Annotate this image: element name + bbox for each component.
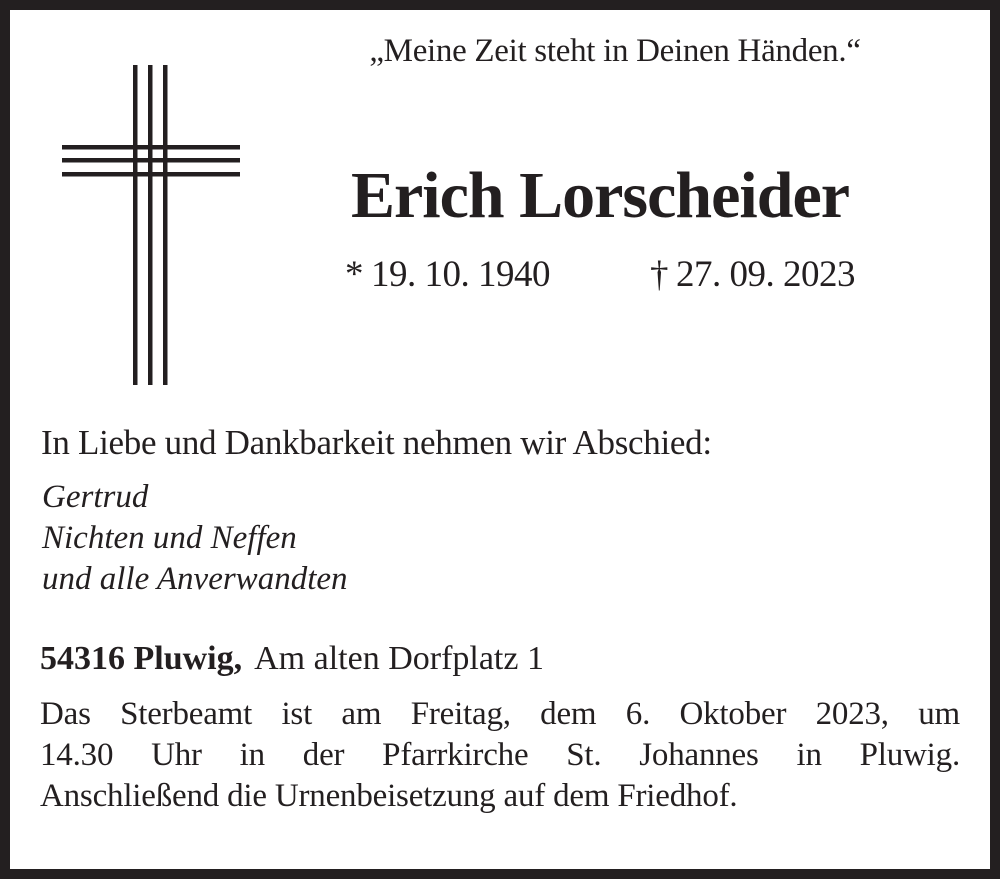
address-line [40, 639, 544, 680]
announcement-line: Das Sterbeamt ist am Freitag, dem 6. Oktober 2023, um [40, 696, 960, 732]
birth-star-symbol: * [345, 254, 363, 295]
mourner-line: Nichten und Neffen [42, 520, 297, 556]
announcement-line: Anschließend die Urnenbeisetzung auf dem Friedhof. [40, 778, 738, 814]
mourners-list [42, 477, 348, 600]
birth-date [345, 253, 550, 297]
deceased-name: Erich Lorscheider [350, 159, 850, 232]
mourner-line: Gertrud [42, 479, 149, 515]
address-street: Am alten Dorfplatz 1 [254, 640, 544, 677]
funeral-announcement [40, 694, 960, 817]
epitaph-quote: „Meine Zeit steht in Deinen Händen.“ [369, 33, 861, 69]
mourner-line: und alle Anverwandten [42, 561, 348, 597]
life-dates [210, 253, 990, 297]
address-city: 54316 Pluwig, [40, 640, 243, 677]
farewell-line: In Liebe und Dankbarkeit nehmen wir Abschied: [41, 423, 712, 462]
death-date [650, 253, 855, 297]
birth-date-value: 19. 10. 1940 [371, 254, 550, 295]
announcement-line: 14.30 Uhr in der Pfarrkirche St. Johannes in Pluwig. [40, 737, 960, 773]
death-dagger-symbol: † [650, 254, 668, 295]
death-date-value: 27. 09. 2023 [676, 254, 855, 295]
